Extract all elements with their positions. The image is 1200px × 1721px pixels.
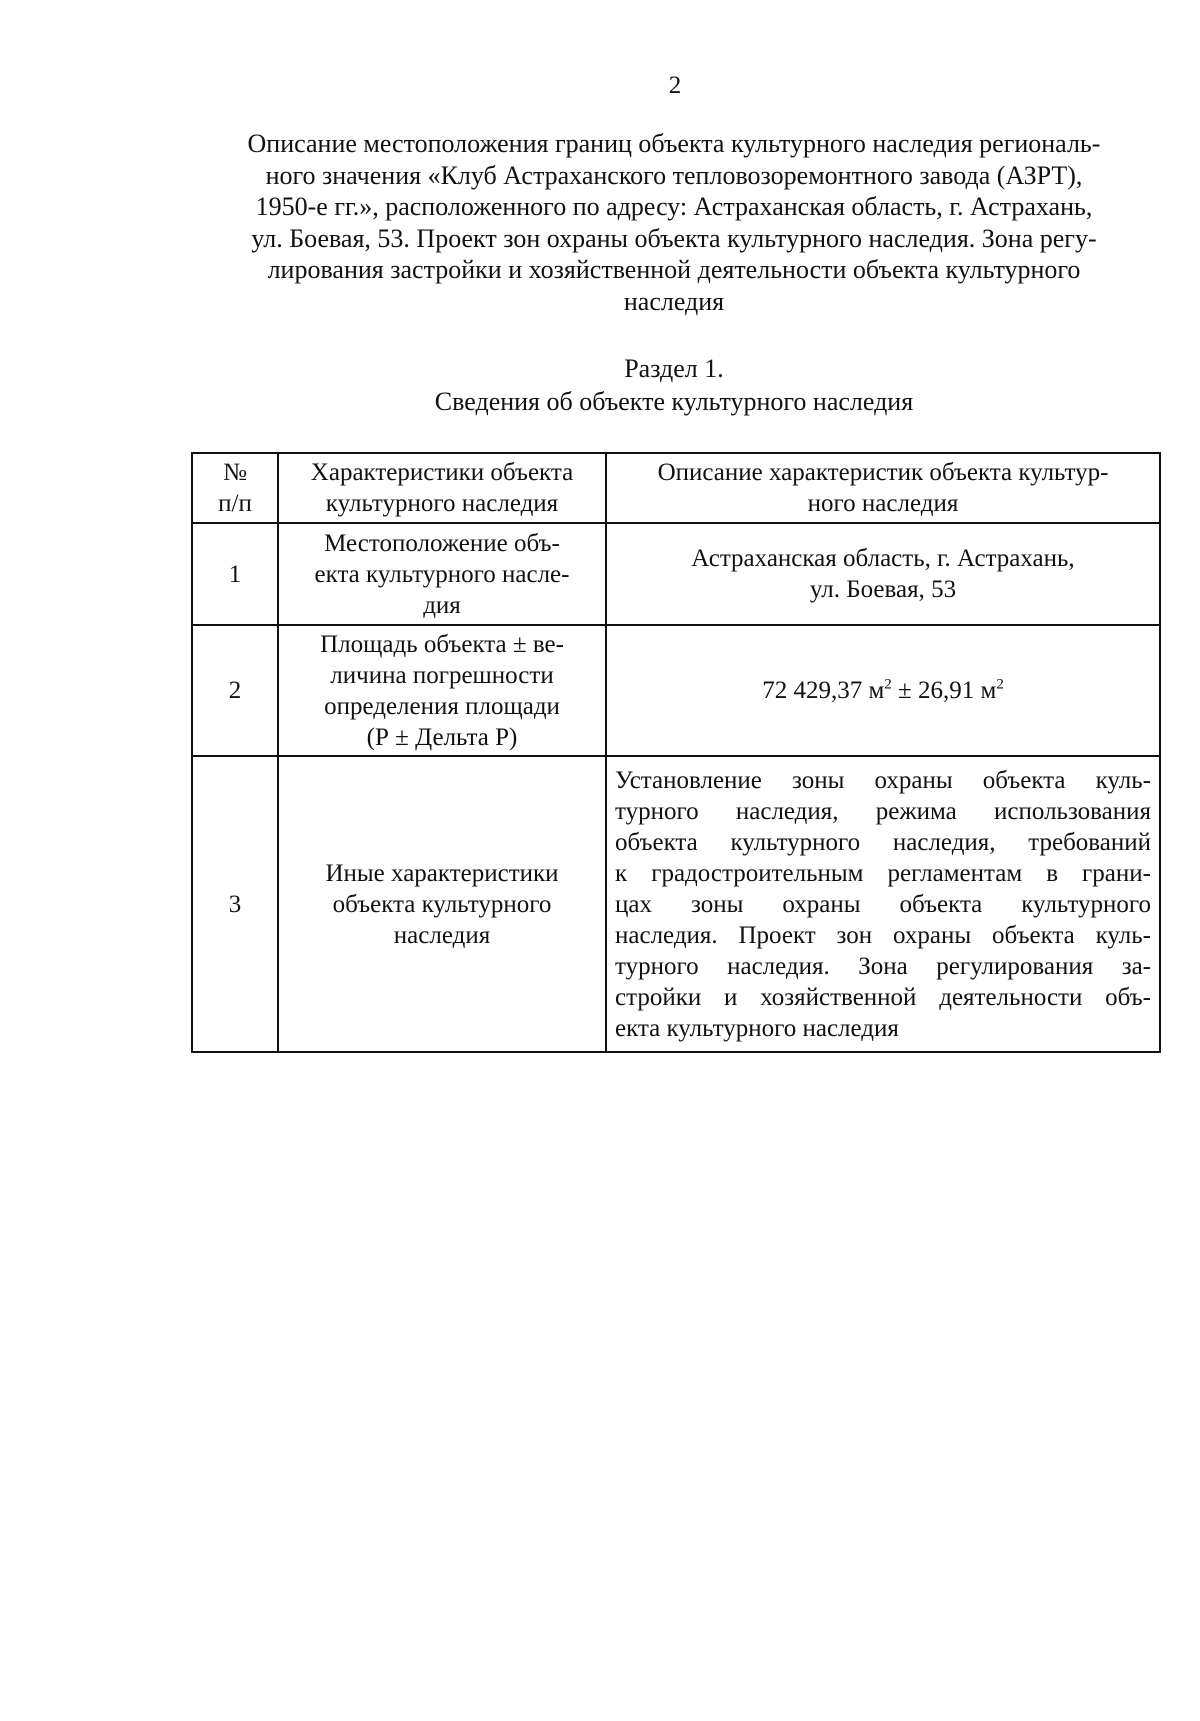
page-number: 2 [668,72,682,99]
cell-text: екта культурного наследия [615,1014,899,1042]
table-row [192,625,1160,756]
description-cell [606,523,1160,625]
area-main: 72 429,37 м [762,677,885,704]
table-row [192,756,1160,1052]
title-line: наследия [623,286,725,316]
cell-text: Площадь объекта ± ве- [320,630,564,658]
characteristic-cell [278,756,606,1052]
area-error: ± 26,91 м [891,677,997,704]
section-label: Раздел 1. [624,354,724,383]
characteristic-cell [278,523,606,625]
row-number-cell: 3 [192,756,278,1052]
characteristic-cell [278,625,606,756]
row-number-cell: 1 [192,523,278,625]
area-value [615,675,1151,706]
cell-text: определения площади [324,692,560,720]
cell-text: ул. Боевая, 53 [809,576,957,603]
cell-text: дия [423,591,461,619]
header-cell-description [606,453,1160,523]
title-line: 1950-е гг.», расположенного по адресу: Астраханская область, г. Астрахань, [255,192,1093,221]
cell-text: Местоположение объ- [324,529,560,557]
title-line: ного значения «Клуб Астраханского тепловозоремонтного завода (АЗРТ), [265,160,1083,190]
area-unit-exponent: 2 [884,676,892,693]
row-number-cell: 2 [192,625,278,756]
cell-text: цах зоны охраны объекта культурного [615,890,1151,918]
section-title: Сведения об объекте культурного наследия [434,387,914,416]
cell-text: екта культурного насле- [314,560,570,588]
title-line: ул. Боевая, 53. Проект зон охраны объекта культурного наследия. Зона регу- [251,223,1097,253]
description-cell [606,756,1160,1052]
cell-text: к градостроительным регламентам в грани- [615,859,1151,887]
header-cell-characteristics [278,453,606,523]
cell-text: наследия. Проект зон охраны объекта куль- [615,921,1151,949]
header-text: п/п [218,490,252,517]
header-text: № [223,459,247,486]
description-cell [606,625,1160,756]
header-cell-number [192,453,278,523]
header-text: Описание характеристик объекта культур- [657,459,1109,486]
cell-text: (Р ± Дельта Р) [366,723,518,751]
error-unit-exponent: 2 [996,676,1004,693]
header-text: ного наследия [807,490,959,517]
cell-text: объекта культурного [332,890,552,918]
header-text: культурного наследия [325,490,559,517]
cell-text: Астраханская область, г. Астрахань, [691,545,1075,572]
header-text: Характеристики объекта [310,459,574,486]
cell-text: турного наследия, режима использования [615,797,1151,825]
cell-text: стройки и хозяйственной деятельности объ- [615,983,1151,1011]
document-title [195,128,1153,317]
table-header-row [192,453,1160,523]
section-heading [195,352,1153,418]
cell-text: Установление зоны охраны объекта куль- [615,766,1151,794]
title-line: лирования застройки и хозяйственной деятельности объекта культурного [267,255,1081,284]
cell-text: наследия [393,921,491,949]
title-line: Описание местоположения границ объекта культурного наследия региональ- [247,129,1101,158]
cell-text: объекта культурного наследия, требований [615,828,1151,856]
cell-text: Иные характеристики [325,859,559,887]
table-row [192,523,1160,625]
cell-text: турного наследия. Зона регулирования за- [615,952,1151,980]
cell-text: личина погрешности [330,661,554,689]
heritage-info-table [191,452,1161,1053]
